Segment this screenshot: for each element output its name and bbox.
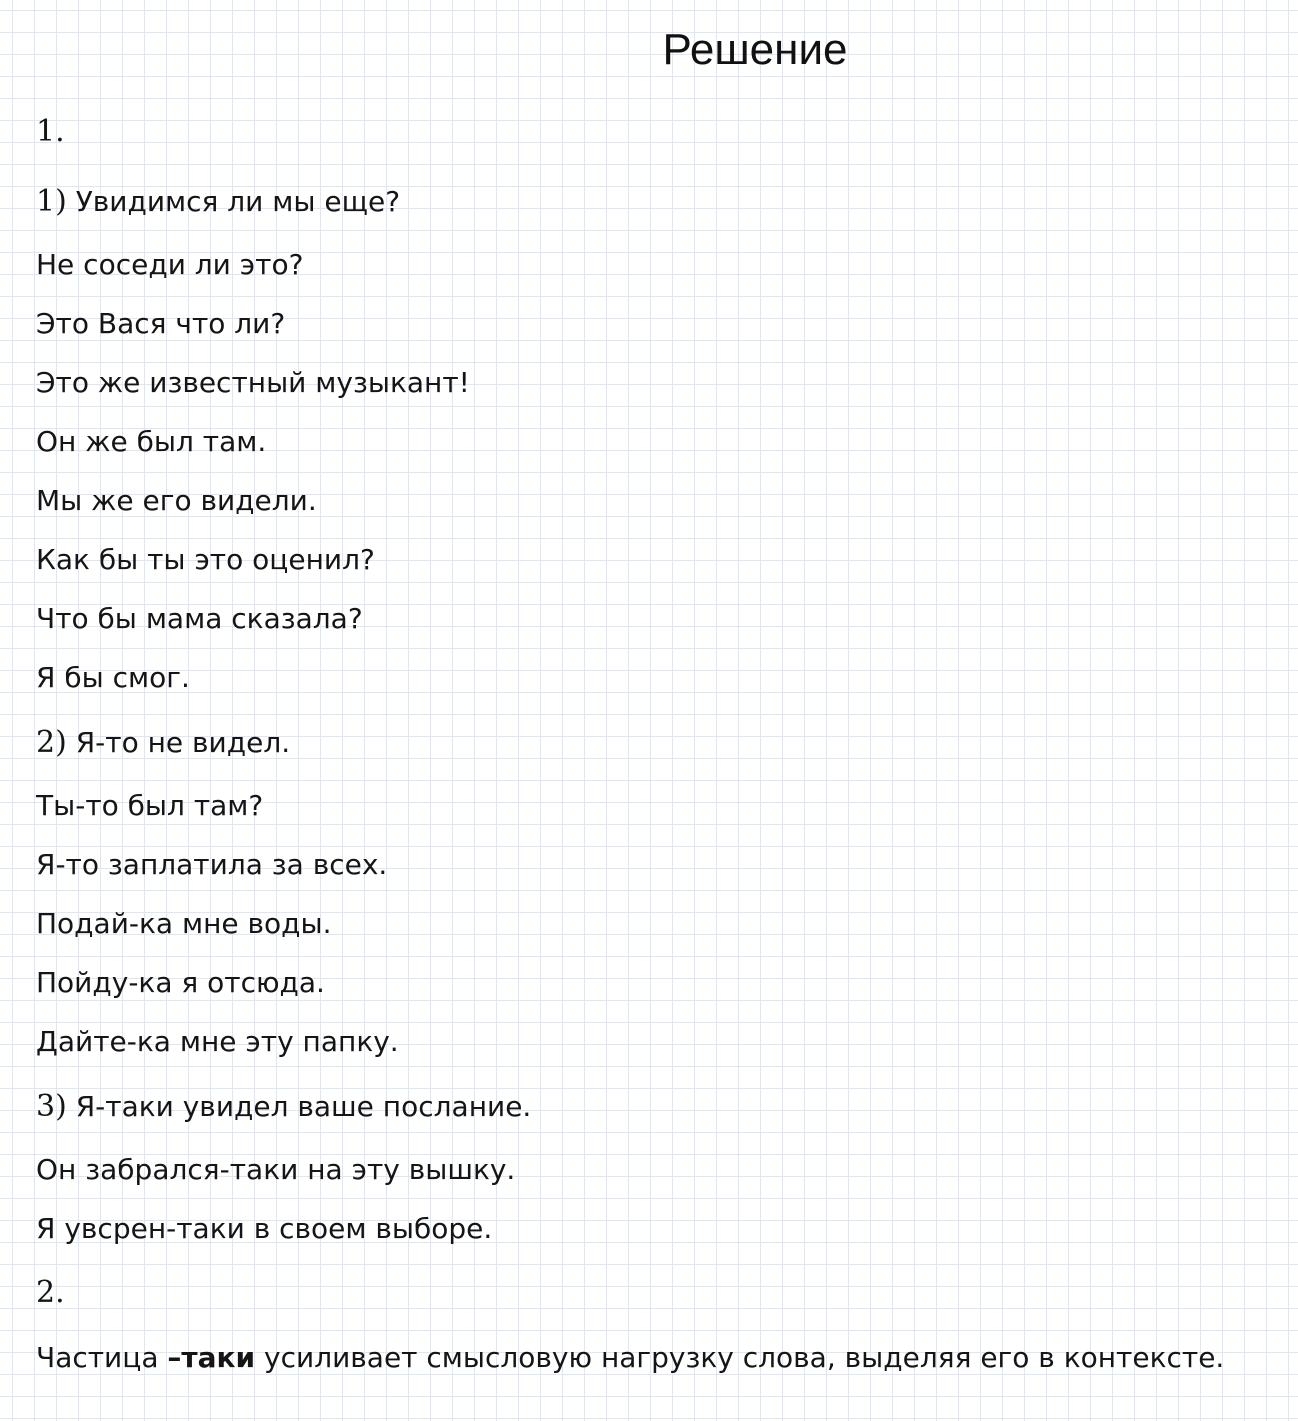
group-1-line-1-text: Увидимся ли мы еще? xyxy=(75,185,401,218)
group-2-line-6: Дайте-ка мне эту папку. xyxy=(36,1025,399,1058)
task-2-number: 2. xyxy=(36,1275,65,1310)
group-1-line-2: Не соседи ли это? xyxy=(36,248,304,281)
task-2-particle: –таки xyxy=(167,1341,256,1374)
group-1-line-4: Это же известный музыкант! xyxy=(36,366,470,399)
group-1-line-7: Как бы ты это оценил? xyxy=(36,543,375,576)
group-1-line-9: Я бы смог. xyxy=(36,661,190,694)
group-2-line-2: Ты-то был там? xyxy=(36,789,264,822)
group-2-line-1-text: Я-то не видел. xyxy=(75,726,291,759)
task-2-text-after: усиливает смысловую нагрузку слова, выделяя его в контексте. xyxy=(255,1341,1225,1374)
group-3-line-2: Он забрался-таки на эту вышку. xyxy=(36,1153,516,1186)
group-1-line-1 xyxy=(36,184,400,220)
task-2-text-before: Частица xyxy=(36,1341,168,1374)
group-2-line-5: Пойду-ка я отсюда. xyxy=(36,966,325,999)
group-1-line-5: Он же был там. xyxy=(36,425,267,458)
group-3-line-1 xyxy=(36,1089,531,1125)
group-2-line-4: Подай-ка мне воды. xyxy=(36,907,332,940)
group-3-line-1-text: Я-таки увидел ваше послание. xyxy=(75,1090,532,1123)
group-1-line-8: Что бы мама сказала? xyxy=(36,602,363,635)
task-1-number: 1. xyxy=(36,114,65,149)
group-2-line-1 xyxy=(36,725,290,761)
group-2-marker: 2) xyxy=(36,725,67,760)
group-2-line-3: Я-то заплатила за всех. xyxy=(36,848,388,881)
task-2-answer xyxy=(36,1340,1224,1376)
group-1-line-6: Мы же его видели. xyxy=(36,484,317,517)
group-3-line-3: Я увсрен-таки в своем выборе. xyxy=(36,1212,493,1245)
group-3-marker: 3) xyxy=(36,1089,67,1124)
page-title: Решение xyxy=(662,25,848,74)
group-1-marker: 1) xyxy=(36,184,67,219)
group-1-line-3: Это Вася что ли? xyxy=(36,307,286,340)
